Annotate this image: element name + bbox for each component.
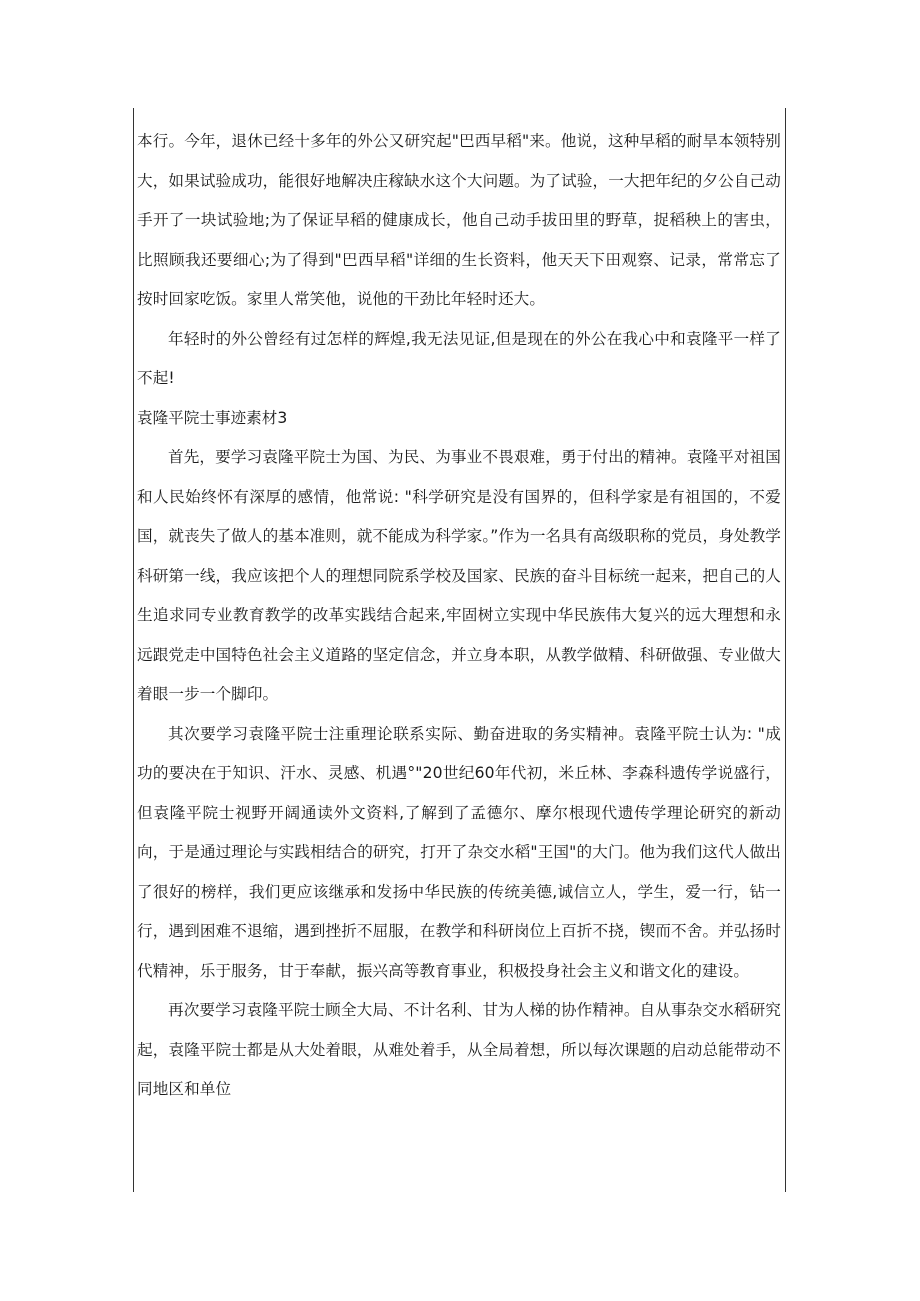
paragraph-grandfather-conclusion: 年轻时的外公曾经有过怎样的辉煌,我无法见证,但是现在的外公在我心中和袁隆平一样了不起! — [137, 329, 781, 387]
paragraph-continued: 本行。今年，退休已经十多年的外公又研究起"巴西早稻"来。他说，这种早稻的耐旱本领特别大，如果试验成功，能很好地解决庄稼缺水这个大问题。为了试验，一大把年纪的夕公自己动手开了一块试验地;为了保证早稻的健康成长，他自己动手拔田里的野草，捉稻秧上的害虫，比照顾我还要细心;为了得到"巴西早稻"详细的生长资料，他天天下田观察、记录，常常忘了按时回家吃饭。家里人常笑他，说他的干劲比年轻时还大。 — [137, 132, 781, 308]
paragraph-third-lesson: 再次要学习袁隆平院士顾全大局、不计名利、甘为人梯的协作精神。自从事杂交水稻研究起，袁隆平院士都是从大处着眼，从难处着手，从全局着想，所以每次课题的启动总能带动不同地区和单位 — [137, 1001, 781, 1098]
section-heading: 袁隆平院士事迹素材3 — [137, 408, 288, 427]
paragraph-second-lesson: 其次要学习袁隆平院士注重理论联系实际、勤奋进取的务实精神。袁隆平院士认为: "成功的要决在于知识、汗水、灵感、机遇°"20世纪60年代初，米丘林、李森科遗传学说盛行，但袁隆平院士视野开阔通读外文资料,了解到了孟德尔、摩尔根现代遗传学理论研究的新动向，于是通过理论与实践相结合的研究，打开了杂交水稻"王国"的大门。他为我们这代人做出了很好的榜样，我们更应该继承和发扬中华民族的传统美德,诚信立人，学生，爱一行，钻一行，遇到困难不退缩，遇到挫折不屈服，在教学和科研岗位上百折不挠，锲而不舍。并弘扬时代精神，乐于服务，甘于奉献，振兴高等教育事业，积极投身社会主义和谐文化的建设。 — [137, 724, 781, 980]
document-body — [137, 122, 781, 1110]
right-margin-line — [785, 108, 786, 1192]
left-margin-line — [133, 108, 134, 1192]
paragraph-first-lesson: 首先，要学习袁隆平院士为国、为民、为事业不畏艰难，勇于付出的精神。袁隆平对祖国和人民始终怀有深厚的感情，他常说: "科学研究是没有国界的，但科学家是有祖国的，不爱国，就丧失了做人的基本准则，就不能成为科学家。”作为一名具有高级职称的党员，身处教学科研第一线，我应该把个人的理想同院系学校及国家、民族的奋斗目标统一起来，把自己的人生追求同专业教育教学的改革实践结合起来,牢固树立实现中华民族伟大复兴的远大理想和永远跟党走中国特色社会主义道路的坚定信念，并立身本职，从教学做精、科研做强、专业做大着眼一步一个脚印。 — [137, 448, 781, 703]
